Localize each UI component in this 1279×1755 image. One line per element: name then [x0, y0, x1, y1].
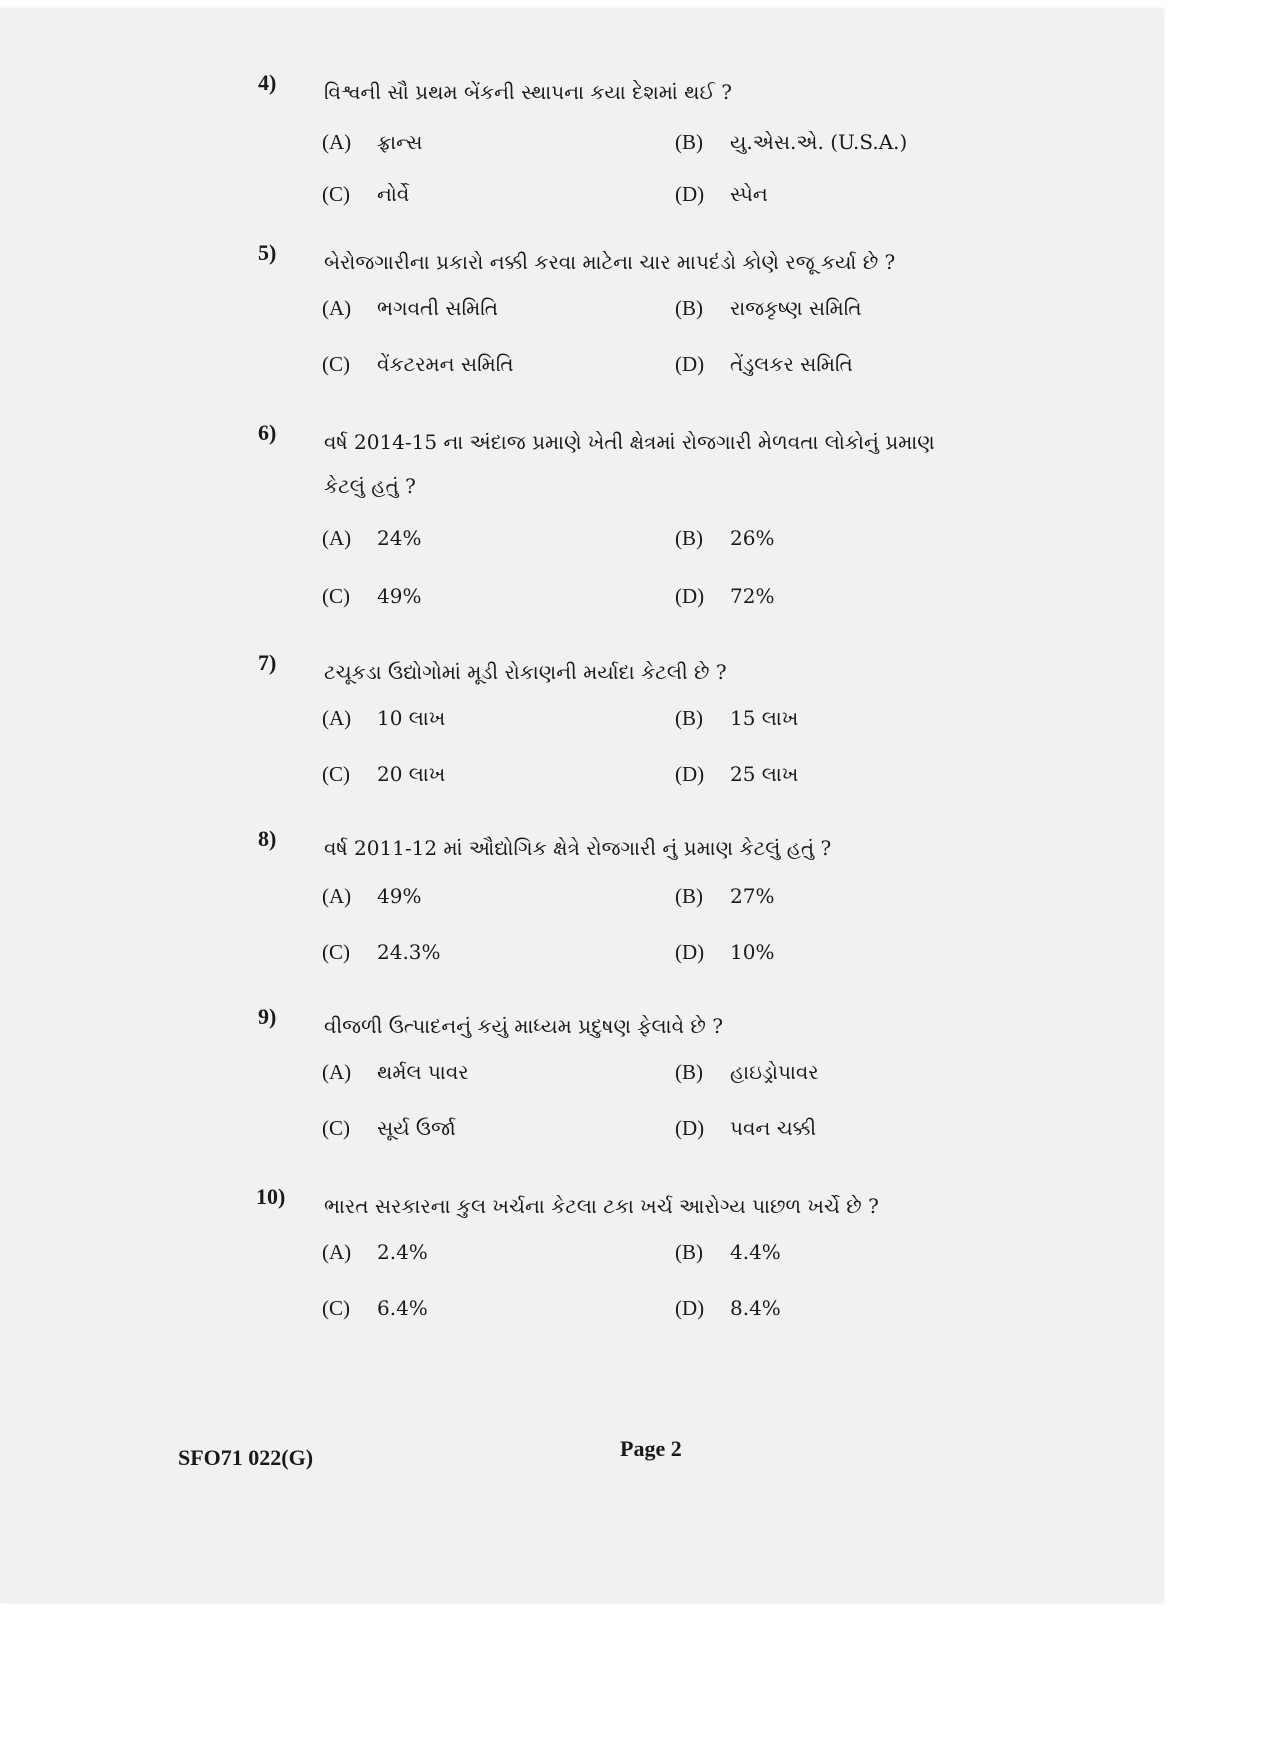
question-text: વીજળી ઉત્પાદનનું કયું માધ્યમ પ્રદુષણ ફેલાવે છે ? — [324, 1014, 723, 1038]
option-label: (B) — [675, 296, 703, 320]
question-number: 5) — [258, 240, 277, 265]
question-text: વર્ષ 2014-15 ના અંદાજ પ્રમાણે ખેતી ક્ષેત્રમાં રોજગારી મેળવતા લોકોનું પ્રમાણ કેટલું હતું ? — [324, 430, 935, 498]
option-label: (D) — [675, 1116, 705, 1140]
option-text: નોર્વે — [377, 182, 410, 206]
option-text: 4.4% — [730, 1240, 781, 1264]
option-d — [675, 182, 768, 207]
option-label: (D) — [675, 182, 705, 206]
option-text: 24.3% — [377, 940, 441, 964]
option-label: (A) — [322, 884, 352, 908]
option-b — [675, 706, 798, 731]
option-a — [322, 526, 421, 551]
option-text: 49% — [377, 584, 422, 608]
option-a — [322, 706, 445, 731]
option-text: 10% — [730, 940, 775, 964]
paper-code: SFO71 022(G) — [178, 1445, 314, 1470]
option-text: 8.4% — [730, 1296, 781, 1320]
option-b — [675, 1060, 819, 1085]
option-label: (B) — [675, 526, 703, 550]
option-text: યુ.એસ.એ. (U.S.A.) — [730, 130, 908, 154]
option-text: 6.4% — [377, 1296, 428, 1320]
question-number: 4) — [258, 70, 277, 95]
option-c — [322, 940, 441, 965]
option-c — [322, 584, 421, 609]
option-a — [322, 1240, 428, 1265]
option-label: (B) — [675, 706, 703, 730]
option-text: 25 લાખ — [730, 762, 799, 786]
question-9 — [258, 1004, 1002, 1140]
option-label: (C) — [322, 1296, 350, 1320]
question-4 — [258, 70, 1002, 206]
option-label: (A) — [322, 1240, 352, 1264]
option-c — [322, 1116, 456, 1141]
option-text: સૂર્ય ઉર્જા — [377, 1116, 456, 1140]
option-a — [322, 296, 498, 321]
option-label: (C) — [322, 182, 350, 206]
option-label: (D) — [675, 352, 705, 376]
option-label: (C) — [322, 584, 350, 608]
option-text: 2.4% — [377, 1240, 428, 1264]
option-d — [675, 940, 774, 965]
option-d — [675, 1116, 816, 1141]
question-8 — [258, 826, 1002, 964]
option-text: પવન ચક્કી — [730, 1116, 817, 1140]
question-7 — [258, 650, 1002, 786]
option-text: 27% — [730, 884, 775, 908]
question-10 — [256, 1184, 1002, 1320]
option-text: ભગવતી સમિતિ — [377, 296, 499, 320]
option-label: (B) — [675, 884, 703, 908]
question-number: 8) — [258, 826, 277, 851]
option-text: 15 લાખ — [730, 706, 799, 730]
option-label: (A) — [322, 706, 352, 730]
option-a — [322, 1060, 469, 1085]
option-text: થર્મલ પાવર — [377, 1060, 469, 1084]
option-text: 26% — [730, 526, 775, 550]
option-c — [322, 762, 445, 787]
option-label: (D) — [675, 1296, 705, 1320]
option-text: 24% — [377, 526, 422, 550]
option-label: (B) — [675, 1060, 703, 1084]
option-b — [675, 1240, 781, 1265]
option-b — [675, 296, 862, 321]
option-c — [322, 352, 514, 377]
option-label: (C) — [322, 940, 350, 964]
question-number: 6) — [258, 420, 277, 445]
page-number: Page 2 — [620, 1436, 682, 1461]
question-5 — [258, 240, 1002, 376]
option-d — [675, 352, 853, 377]
option-c — [322, 182, 409, 207]
option-b — [675, 130, 907, 155]
option-label: (B) — [675, 1240, 703, 1264]
option-label: (C) — [322, 762, 350, 786]
option-label: (D) — [675, 762, 705, 786]
option-label: (A) — [322, 296, 352, 320]
option-label: (B) — [675, 130, 703, 154]
option-d — [675, 762, 798, 787]
option-label: (A) — [322, 1060, 352, 1084]
question-text: ભારત સરકારના કુલ ખર્ચના કેટલા ટકા ખર્ચ આરોગ્ય પાછળ ખર્ચે છે ? — [324, 1194, 879, 1218]
option-text: તેંડુલકર સમિતિ — [730, 352, 853, 376]
question-number: 7) — [258, 650, 277, 675]
option-a — [322, 884, 421, 909]
option-b — [675, 526, 774, 551]
option-text: 49% — [377, 884, 422, 908]
option-text: સ્પેન — [730, 182, 768, 206]
option-text: 72% — [730, 584, 775, 608]
question-text: બેરોજગારીના પ્રકારો નક્કી કરવા માટેના ચાર માપદંડો કોણે રજૂ કર્યા છે ? — [324, 250, 896, 274]
option-a — [322, 130, 422, 155]
question-number: 9) — [258, 1004, 277, 1029]
option-label: (A) — [322, 130, 352, 154]
option-d — [675, 1296, 781, 1321]
question-6 — [258, 420, 1002, 608]
option-text: ફ્રાન્સ — [377, 130, 423, 154]
question-text: વર્ષ 2011-12 માં ઔદ્યોગિક ક્ષેત્રે રોજગારી નું પ્રમાણ કેટલું હતું ? — [324, 836, 832, 860]
option-text: વેંકટરમન સમિતિ — [377, 352, 514, 376]
option-d — [675, 584, 774, 609]
option-c — [322, 1296, 428, 1321]
question-text: વિશ્વની સૌ પ્રથમ બેંકની સ્થાપના કયા દેશમાં થઈ ? — [324, 80, 732, 104]
question-number: 10) — [256, 1184, 286, 1209]
option-b — [675, 884, 774, 909]
question-text: ટચૂકડા ઉદ્યોગોમાં મૂડી રોકાણની મર્યાદા કેટલી છે ? — [324, 660, 727, 684]
option-label: (C) — [322, 1116, 350, 1140]
exam-page — [0, 8, 1162, 1603]
option-text: 20 લાખ — [377, 762, 446, 786]
option-label: (D) — [675, 584, 705, 608]
option-text: 10 લાખ — [377, 706, 446, 730]
option-label: (C) — [322, 352, 350, 376]
option-text: હાઇડ્રોપાવર — [730, 1060, 819, 1084]
option-label: (A) — [322, 526, 352, 550]
option-text: રાજકૃષ્ણ સમિતિ — [730, 296, 862, 320]
option-label: (D) — [675, 940, 705, 964]
